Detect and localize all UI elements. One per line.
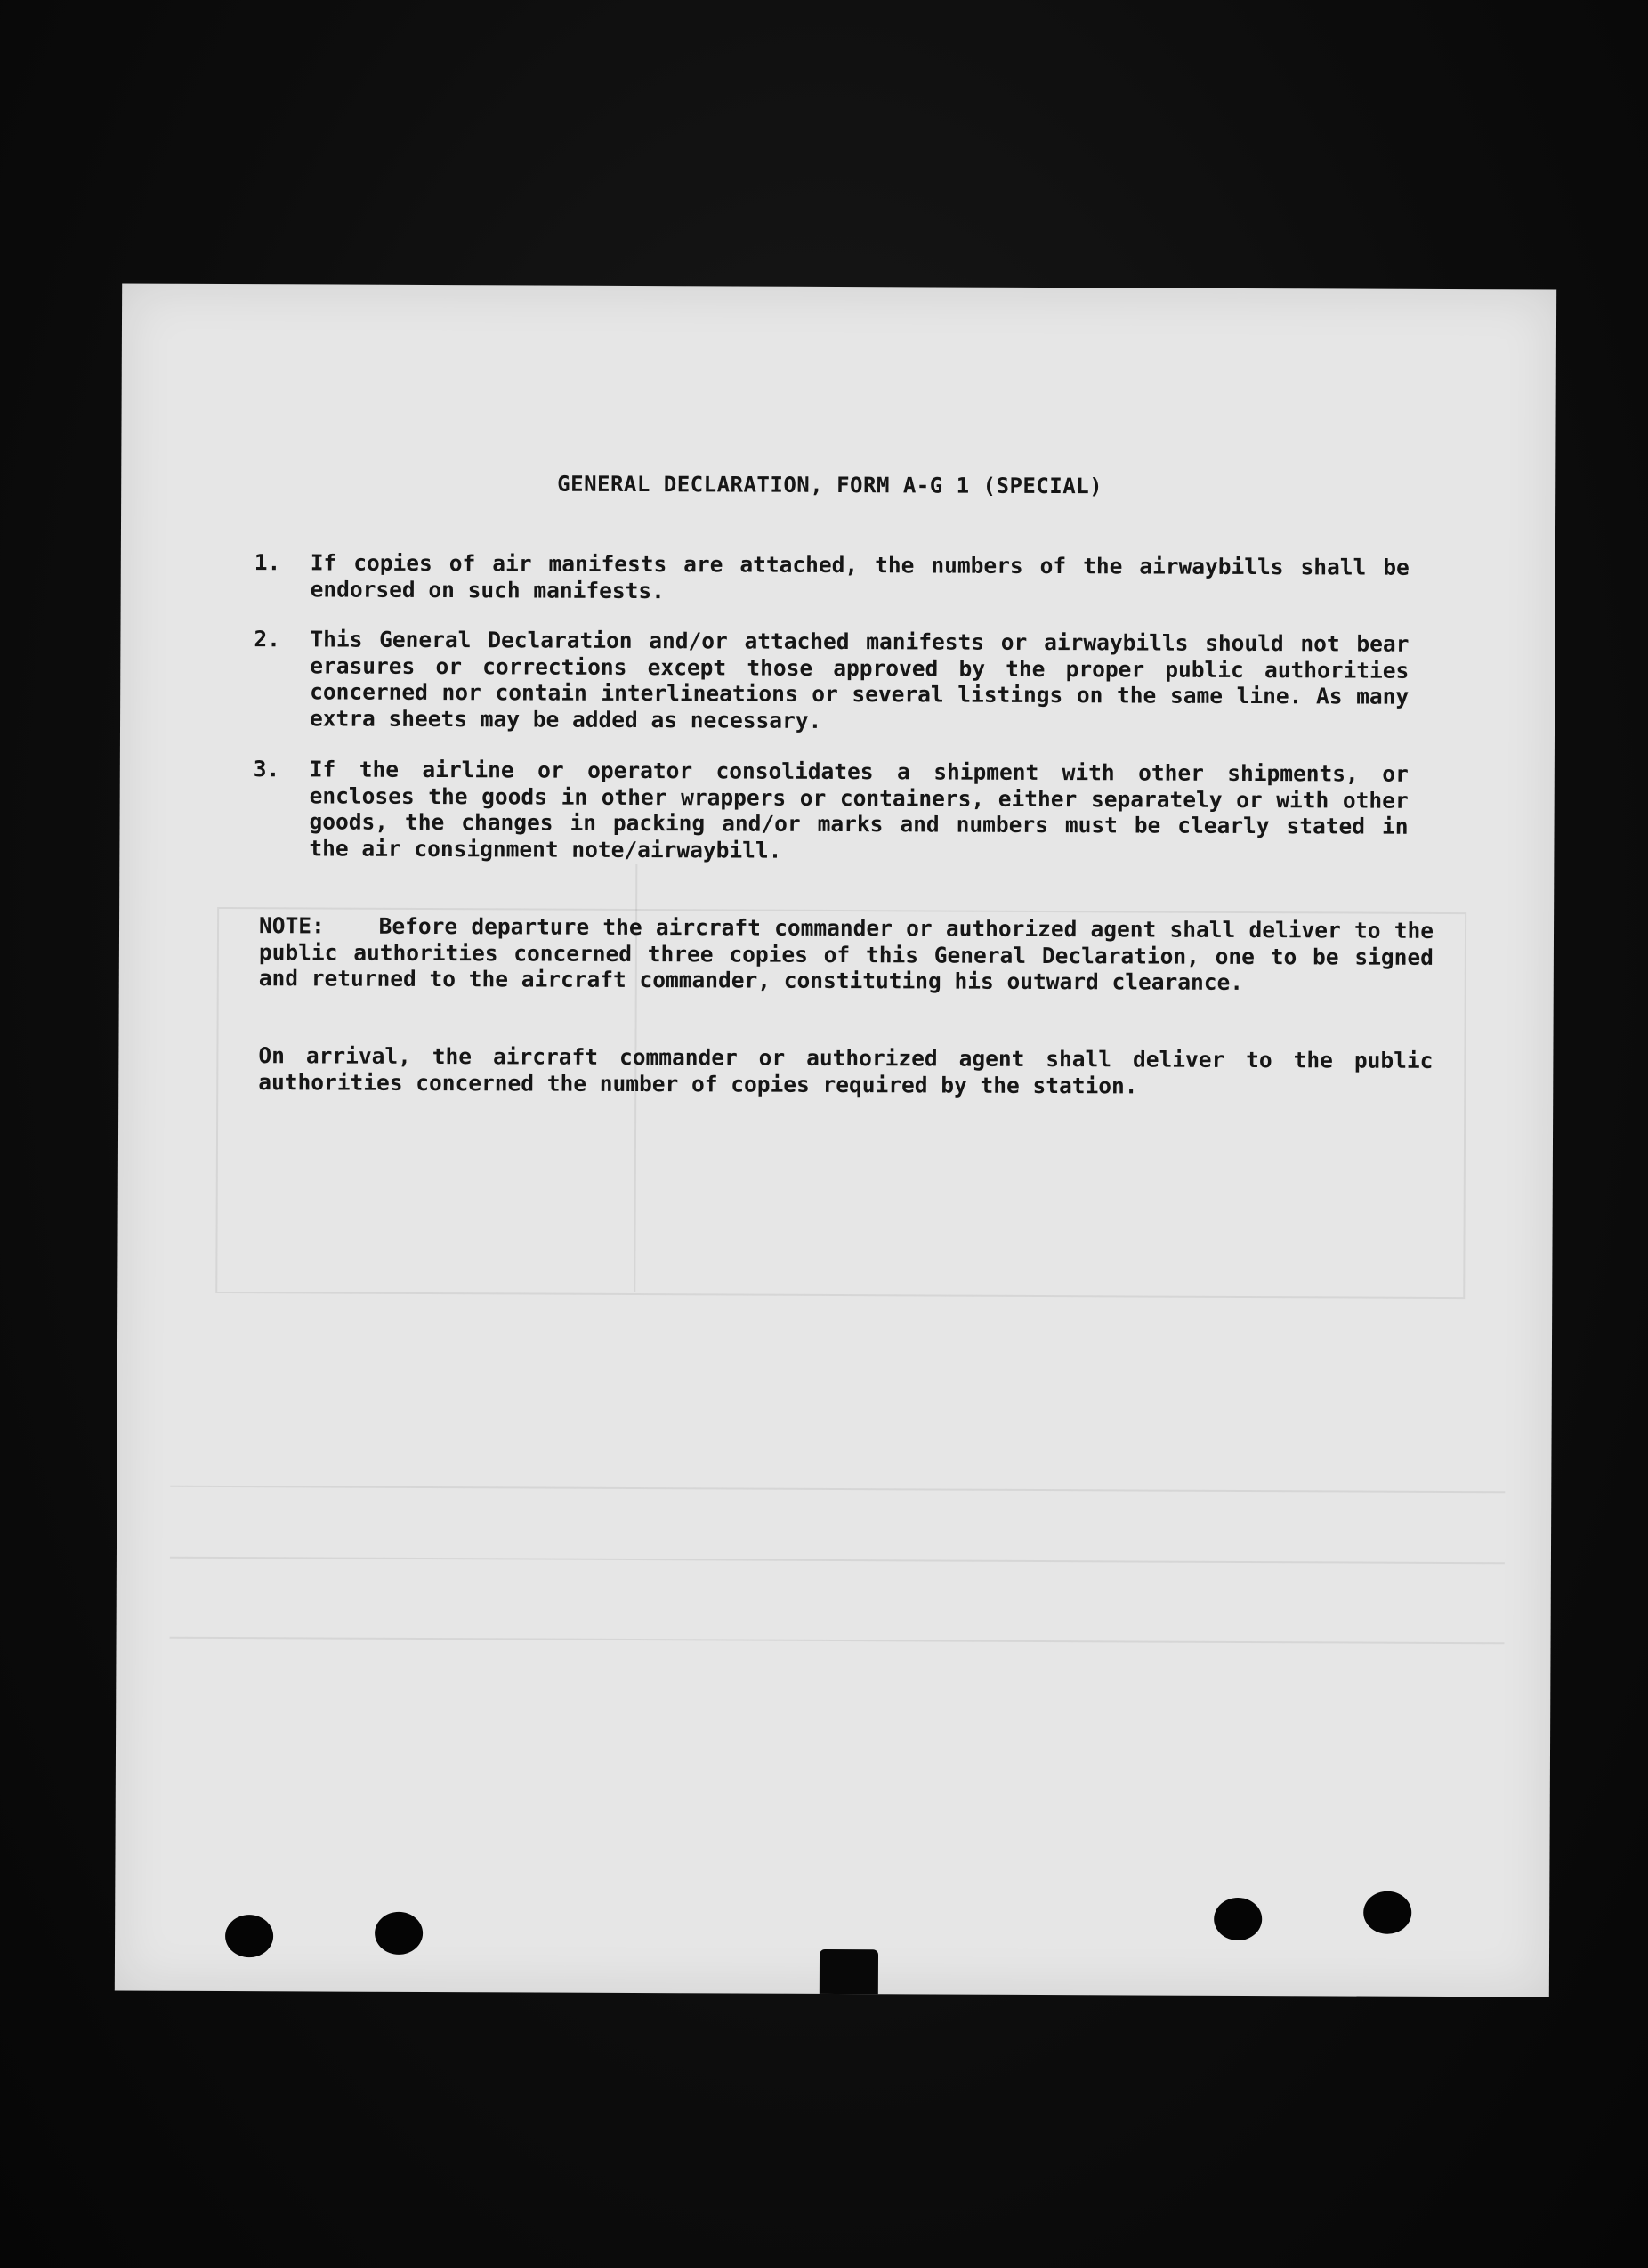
item-text: If copies of air manifests are attached, the numbers of the airwaybills shall be endorsed on such manifests.: [310, 549, 1410, 603]
departure-note: NOTE: Before departure the aircraft commander or authorized agent shall deliver to the public authorities concerned three copies of this General Declaration, one to be signed and returned to the aircraft commander, constituting his outward clearance.: [258, 912, 1447, 995]
arrival-note: On arrival, the aircraft commander or authorized agent shall deliver to the public authorities concerned the number of copies required by the station.: [258, 1042, 1434, 1098]
punch-hole: [1363, 1891, 1411, 1934]
bleed-through-rule: [170, 1637, 1505, 1645]
instruction-item-1: [254, 549, 1556, 603]
document-page: [115, 283, 1556, 1997]
binding-notch: [820, 1949, 878, 1997]
item-number: 2.: [254, 626, 281, 652]
punch-hole: [375, 1912, 423, 1955]
instruction-item-2: [254, 626, 1557, 733]
item-text: If the airline or operator consolidates a shipment with other shipments, or encloses the goods in other wrappers or containers, either separately or with other goods, the changes in packing and/or marks and numbers must be clearly stated in the air consignment note/airwaybill.: [309, 756, 1409, 863]
form-title: GENERAL DECLARATION, FORM A-G 1 (SPECIAL): [557, 471, 1103, 499]
bleed-through-rule: [170, 1486, 1505, 1494]
bleed-through-rule: [170, 1557, 1505, 1565]
item-number: 1.: [254, 549, 281, 576]
item-text: This General Declaration and/or attached manifests or airwaybills should not bear erasures or corrections except those approved by the proper public authorities concerned nor contain interlineations or several listings on the same line. As many extra sheets may be added as necessary.: [310, 626, 1410, 733]
instruction-item-3: [253, 756, 1556, 863]
punch-hole: [225, 1915, 273, 1957]
item-number: 3.: [253, 756, 280, 782]
punch-hole: [1214, 1898, 1262, 1940]
